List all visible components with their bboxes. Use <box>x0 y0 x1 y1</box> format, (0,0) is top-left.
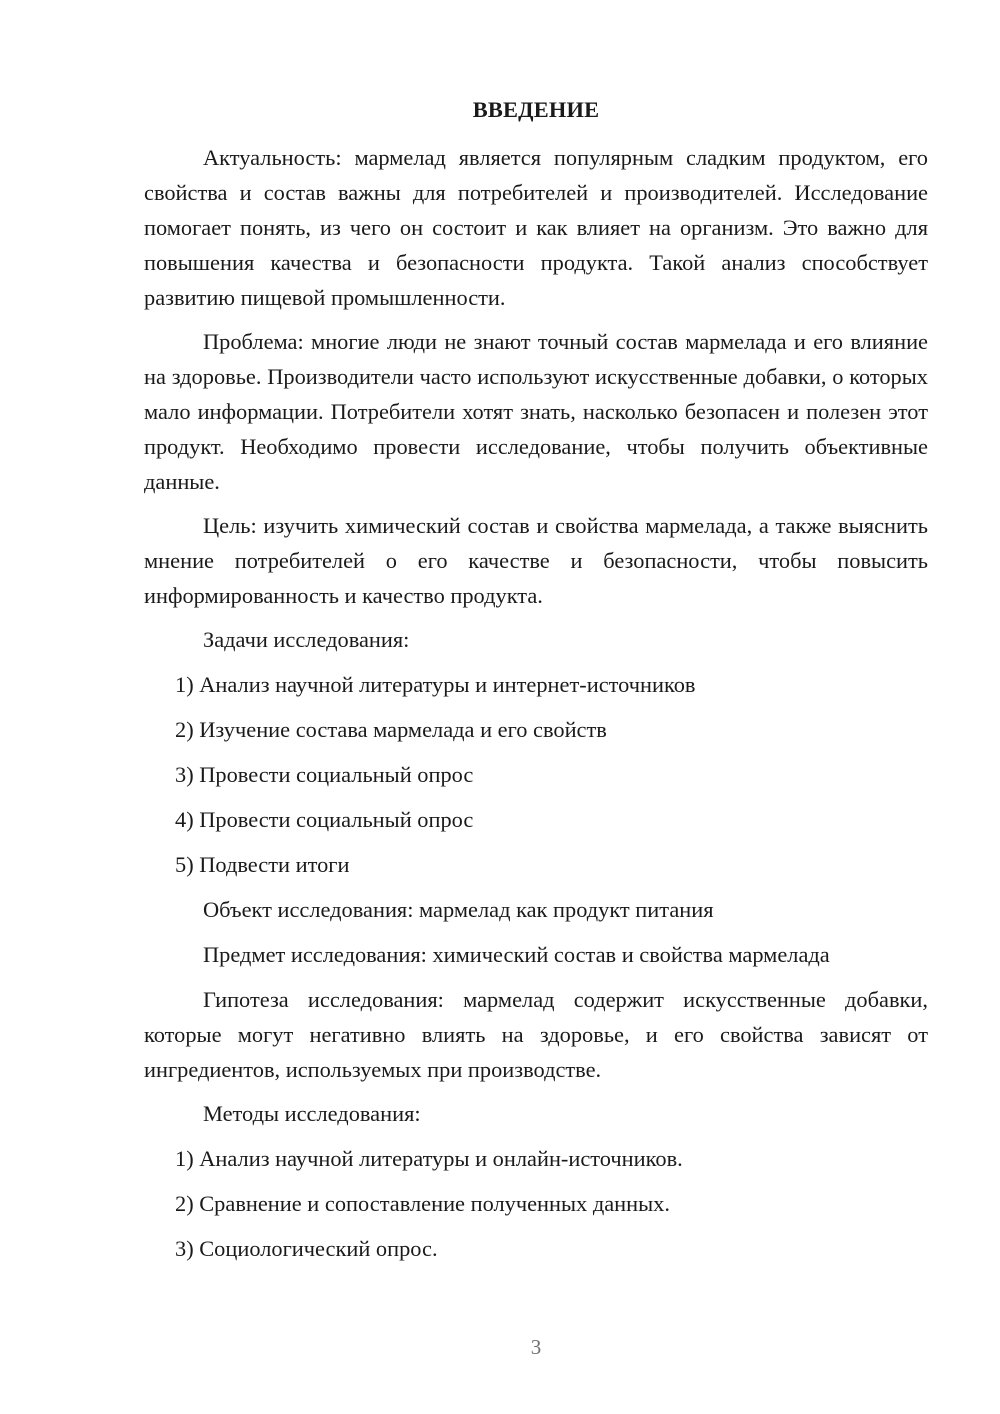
page-content <box>144 95 928 1276</box>
subject-line: Предмет исследования: химический состав и свойства мармелада <box>203 942 830 967</box>
method-item: 3) Социологический опрос. <box>175 1236 438 1261</box>
page-number: 3 <box>530 1335 542 1359</box>
section-title: ВВЕДЕНИЕ <box>472 97 600 122</box>
task-item: 4) Провести социальный опрос <box>175 807 474 832</box>
task-item: 2) Изучение состава мармелада и его свойств <box>175 717 607 742</box>
relevance-paragraph: Актуальность: мармелад является популярным сладким продуктом, его свойства и состав важны для потребителей и производителей. Исследование помогает понять, из чего он состоит и как влияет на организм. Это важно для повышения качества и безопасности продукта. Такой анализ способствует развитию пищевой промышленности. <box>144 145 928 310</box>
method-item: 1) Анализ научной литературы и онлайн-источников. <box>175 1146 683 1171</box>
methods-heading: Методы исследования: <box>203 1101 421 1126</box>
task-item: 1) Анализ научной литературы и интернет-источников <box>175 672 696 697</box>
task-item: 3) Провести социальный опрос <box>175 762 474 787</box>
object-line: Объект исследования: мармелад как продукт питания <box>203 897 714 922</box>
hypothesis-paragraph: Гипотеза исследования: мармелад содержит искусственные добавки, которые могут негативно влиять на здоровье, и его свойства зависят от ингредиентов, используемых при производстве. <box>144 987 928 1082</box>
problem-paragraph: Проблема: многие люди не знают точный состав мармелада и его влияние на здоровье. Производители часто используют искусственные добавки, о которых мало информации. Потребители хотят знать, насколько безопасен и полезен этот продукт. Необходимо провести исследование, чтобы получить объективные данные. <box>144 329 928 494</box>
goal-paragraph: Цель: изучить химический состав и свойства мармелада, а также выяснить мнение потребителей о его качестве и безопасности, чтобы повысить информированность и качество продукта. <box>144 513 928 608</box>
method-item: 2) Сравнение и сопоставление полученных данных. <box>175 1191 670 1216</box>
tasks-heading: Задачи исследования: <box>203 627 410 652</box>
task-item: 5) Подвести итоги <box>175 852 350 877</box>
